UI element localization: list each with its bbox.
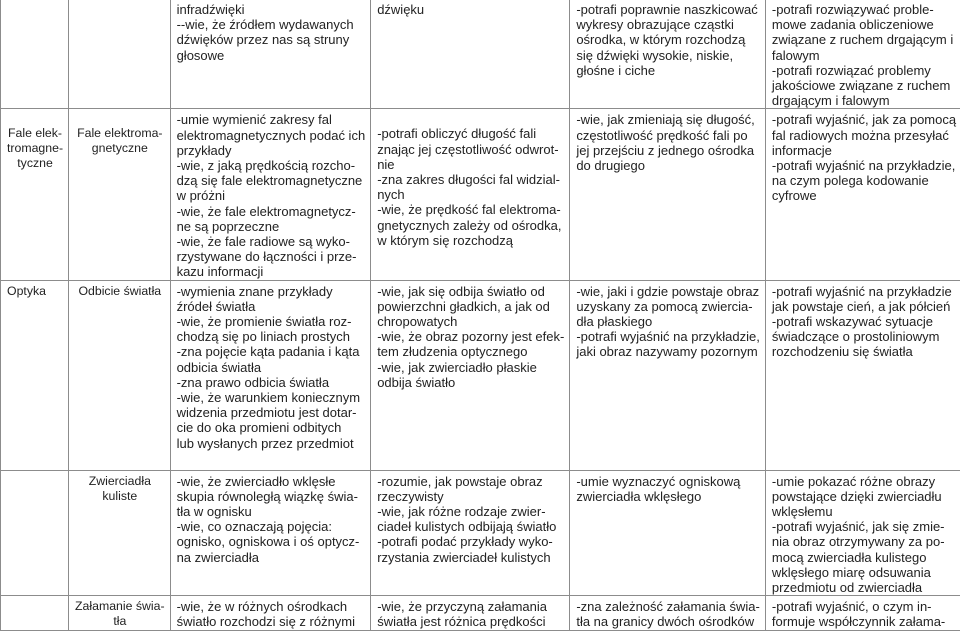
cell-extended (570, 280, 766, 470)
cell-supplementary (765, 596, 960, 630)
cell-topic (69, 596, 171, 630)
cell-text-line: Optyka (7, 284, 63, 299)
cell-text-line: drgającym i falowym (772, 93, 956, 108)
cell-text-line: -wie, jak zmieniają się długość, (576, 112, 760, 127)
cell-text-line: powstające dzięki zwierciadłu (772, 489, 956, 504)
cell-topic (69, 470, 171, 596)
cell-text-line: gnetyczne (75, 141, 165, 156)
cell-text-line: -wie, jak różne rodzaje zwier- (377, 504, 564, 519)
cell-text-line: -wymienia znane przykłady (177, 284, 366, 299)
cell-extended (570, 470, 766, 596)
cell-extended (570, 596, 766, 630)
cell-text-line: chropowatych (377, 314, 564, 329)
cell-supplementary (765, 0, 960, 109)
cell-text-line: -potrafi wyjaśnić, o czym in- (772, 599, 956, 614)
cell-text-line: -wie, z jaką prędkością rozcho- (177, 158, 366, 173)
cell-text-line: infradźwięki (177, 2, 366, 17)
cell-text-line: chodzą się po liniach prostych (177, 329, 366, 344)
cell-text-line: cie do oka promieni odbitych (177, 420, 366, 435)
cell-text-line: do drugiego (576, 158, 760, 173)
cell-supplementary (765, 280, 960, 470)
cell-text-line: jakościowe związane z ruchem (772, 78, 956, 93)
cell-text-line: przykłady (177, 143, 366, 158)
cell-basic (371, 0, 570, 109)
cell-required (170, 470, 371, 596)
cell-text-line: częstotliwość prędkość fali po (576, 128, 760, 143)
table-row (1, 109, 960, 280)
cell-text-line: powierzchni gładkich, a jak od (377, 299, 564, 314)
cell-text-line: nych (377, 187, 564, 202)
cell-section (1, 0, 69, 109)
cell-text-line: gnetycznych zależy od ośrodka, (377, 218, 564, 233)
cell-text-line: -potrafi wyjaśnić, jak się zmie- (772, 519, 956, 534)
cell-text-line: dźwięku (377, 2, 564, 17)
cell-text-line: informacje (772, 143, 956, 158)
cell-text-line: ośrodka, w którym rozchodzą (576, 32, 760, 47)
cell-text-line: -wie, że obraz pozorny jest efek- (377, 329, 564, 344)
cell-text-line: -potrafi rozwiązać problemy (772, 63, 956, 78)
cell-text-line: -potrafi wyjaśnić na przykładzie, (576, 329, 760, 344)
cell-text-line: jak powstaje cień, a jak półcień (772, 299, 956, 314)
cell-text-line: jaki obraz nazywamy pozornym (576, 344, 760, 359)
cell-text-line: w próżni (177, 188, 366, 203)
cell-text-line: -umie wymienić zakresy fal (177, 112, 366, 127)
table-row (1, 596, 960, 630)
cell-text-line: widzenia przedmiotu jest dotar- (177, 405, 366, 420)
cell-topic (69, 280, 171, 470)
cell-text-line: tła (75, 614, 165, 629)
cell-text-line: -wie, jak się odbija światło od (377, 284, 564, 299)
cell-text-line: -wie, jaki i gdzie powstaje obraz (576, 284, 760, 299)
cell-section (1, 109, 69, 280)
cell-extended (570, 0, 766, 109)
cell-basic (371, 280, 570, 470)
cell-basic (371, 109, 570, 280)
cell-text-line: -wie, co oznaczają pojęcia: (177, 519, 366, 534)
cell-text-line: Zwierciadła (75, 474, 165, 489)
cell-text-line: -zna prawo odbicia światła (177, 375, 366, 390)
cell-text-line: Fale elek- (7, 126, 63, 141)
cell-text-line: falowym (772, 48, 956, 63)
cell-text-line: -wie, że w różnych ośrodkach (177, 599, 366, 614)
cell-text-line: fal radiowych można przesyłać (772, 128, 956, 143)
cell-required (170, 280, 371, 470)
cell-text-line: źródeł światła (177, 299, 366, 314)
cell-text-line: --wie, że źródłem wydawanych (177, 17, 366, 32)
cell-text-line: Fale elektroma- (75, 126, 165, 141)
cell-section (1, 470, 69, 596)
cell-text-line: lub wysłanych przez przedmiot (177, 436, 366, 451)
cell-text-line: tyczne (7, 156, 63, 171)
cell-text-line: -potrafi obliczyć długość fali (377, 126, 564, 141)
cell-text-line: nie (377, 157, 564, 172)
cell-text-line: -potrafi rozwiązywać proble- (772, 2, 956, 17)
cell-extended (570, 109, 766, 280)
cell-text-line: -rozumie, jak powstaje obraz (377, 474, 564, 489)
cell-text-line: -potrafi poprawnie naszkicować (576, 2, 760, 17)
cell-text-line: -wie, że zwierciadło wklęsłe (177, 474, 366, 489)
cell-text-line: zwierciadła wklęsłego (576, 489, 760, 504)
cell-text-line: rzystywane do łączności i prze- (177, 249, 366, 264)
cell-text-line: dła płaskiego (576, 314, 760, 329)
cell-text-line: dźwięków przez nas są struny (177, 32, 366, 47)
cell-text-line: -umie wyznaczyć ogniskową (576, 474, 760, 489)
cell-text-line: wklęsłemu (772, 504, 956, 519)
cell-text-line: odbicia światła (177, 360, 366, 375)
cell-text-line: rozchodzeniu się światła (772, 344, 956, 359)
cell-text-line: rzystania zwierciadeł kulistych (377, 550, 564, 565)
cell-text-line: formuje współczynnik załama- (772, 614, 956, 629)
table-row (1, 470, 960, 596)
cell-required (170, 0, 371, 109)
cell-text-line: jej przejściu z jednego ośrodka (576, 143, 760, 158)
cell-text-line: cyfrowe (772, 188, 956, 203)
cell-text-line: tła w ognisku (177, 504, 366, 519)
cell-topic (69, 109, 171, 280)
cell-basic (371, 470, 570, 596)
cell-text-line: związane z ruchem drgającym i (772, 32, 956, 47)
cell-text-line: kuliste (75, 489, 165, 504)
cell-text-line: na zwierciadła (177, 550, 366, 565)
cell-text-line: -zna pojęcie kąta padania i kąta (177, 344, 366, 359)
cell-text-line: -potrafi wyjaśnić na przykładzie (772, 284, 956, 299)
cell-text-line: -zna zakres długości fal widzial- (377, 172, 564, 187)
cell-text-line: ne są poprzeczne (177, 219, 366, 234)
cell-text-line: -zna zależność załamania świa- (576, 599, 760, 614)
cell-text-line: skupia równoległą wiązkę świa- (177, 489, 366, 504)
cell-text-line: -potrafi podać przykłady wyko- (377, 534, 564, 549)
cell-supplementary (765, 470, 960, 596)
cell-text-line: nia obraz otrzymywany za po- (772, 534, 956, 549)
cell-text-line: w którym się rozchodzą (377, 233, 564, 248)
cell-text-line: -potrafi wskazywać sytuacje (772, 314, 956, 329)
table-row (1, 0, 960, 109)
cell-text-line: na czym polega kodowanie (772, 173, 956, 188)
cell-supplementary (765, 109, 960, 280)
cell-text-line: Załamanie świa- (75, 599, 165, 614)
cell-text-line: znając jej częstotliwość odwrot- (377, 142, 564, 157)
cell-text-line: tromagne- (7, 141, 63, 156)
cell-text-line: -potrafi wyjaśnić, jak za pomocą (772, 112, 956, 127)
cell-text-line: dzą się fale elektromagnetyczne (177, 173, 366, 188)
cell-text-line: przedmiotu od zwierciadła (772, 580, 956, 595)
cell-text-line: -wie, że przyczyną załamania (377, 599, 564, 614)
cell-topic (69, 0, 171, 109)
cell-text-line: Odbicie światła (75, 284, 165, 299)
cell-text-line: tła na granicy dwóch ośrodków (576, 614, 760, 629)
cell-text-line: wykresy obrazujące cząstki (576, 17, 760, 32)
cell-text-line: tem złudzenia optycznego (377, 344, 564, 359)
cell-text-line: światła jest różnica prędkości (377, 614, 564, 629)
cell-required (170, 596, 371, 630)
cell-text-line: mocą zwierciadła kulistego (772, 550, 956, 565)
cell-text-line: -wie, że promienie światła roz- (177, 314, 366, 329)
cell-text-line: rzeczywisty (377, 489, 564, 504)
cell-text-line: -wie, że fale elektromagnetycz- (177, 204, 366, 219)
table-row (1, 280, 960, 470)
cell-text-line: się dźwięki wysokie, niskie, (576, 48, 760, 63)
cell-text-line: -umie pokazać różne obrazy (772, 474, 956, 489)
cell-required (170, 109, 371, 280)
cell-section (1, 280, 69, 470)
cell-text-line: -wie, że warunkiem koniecznym (177, 390, 366, 405)
cell-text-line: głośne i ciche (576, 63, 760, 78)
cell-text-line: głosowe (177, 48, 366, 63)
cell-text-line: -potrafi wyjaśnić na przykładzie, (772, 158, 956, 173)
cell-basic (371, 596, 570, 630)
cell-text-line: odbija światło (377, 375, 564, 390)
cell-text-line: świadczące o prostoliniowym (772, 329, 956, 344)
cell-text-line: mowe zadania obliczeniowe (772, 17, 956, 32)
cell-section (1, 596, 69, 630)
cell-text-line: ognisko, ogniskowa i oś optycz- (177, 534, 366, 549)
cell-text-line: światło rozchodzi się z różnymi (177, 614, 366, 629)
cell-text-line: wklęsłego miarę odsuwania (772, 565, 956, 580)
cell-text-line: -wie, że fale radiowe są wyko- (177, 234, 366, 249)
cell-text-line: -wie, że prędkość fal elektroma- (377, 202, 564, 217)
cell-text-line: kazu informacji (177, 264, 366, 279)
cell-text-line: elektromagnetycznych podać ich (177, 128, 366, 143)
cell-text-line: uzyskany za pomocą zwiercia- (576, 299, 760, 314)
cell-text-line: -wie, jak zwierciadło płaskie (377, 360, 564, 375)
cell-text-line: ciadeł kulistych odbijają światło (377, 519, 564, 534)
